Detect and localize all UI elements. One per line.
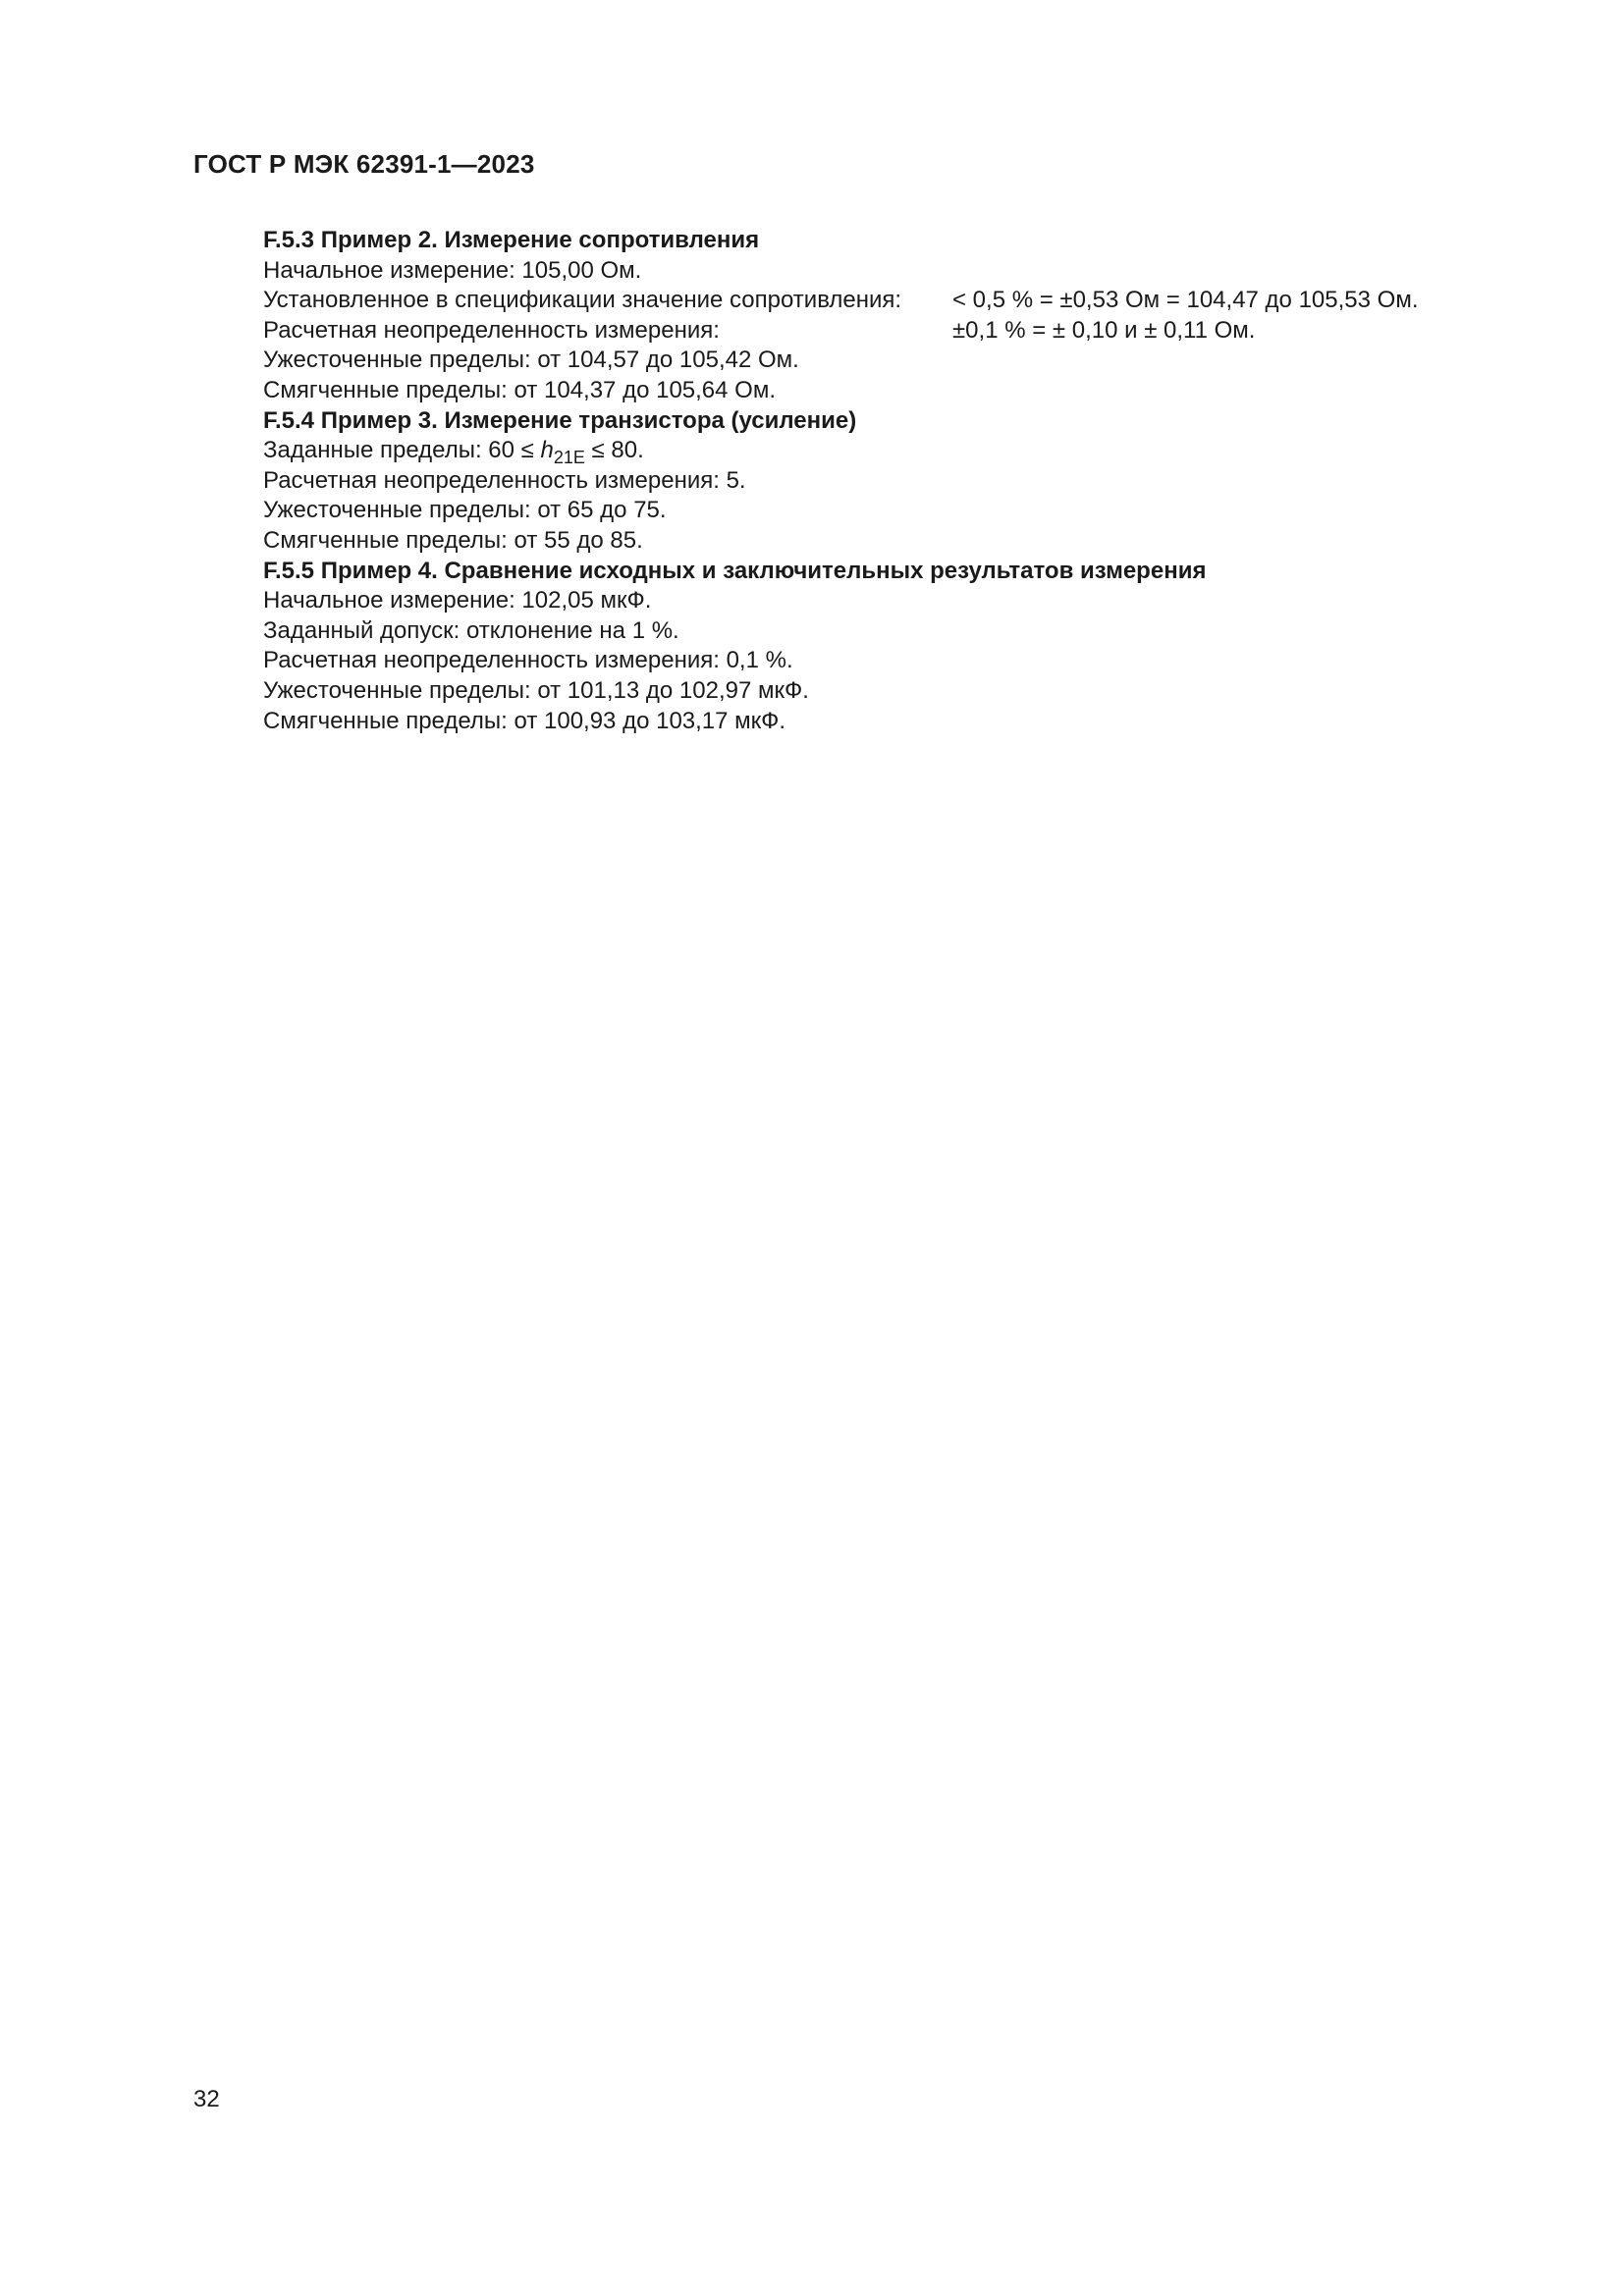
f55-tolerance: Заданный допуск: отклонение на 1 %. bbox=[263, 616, 679, 644]
f53-spec-row bbox=[263, 286, 1481, 316]
f54-limits-subscript: 21E bbox=[553, 448, 585, 468]
f55-tightened-limits: Ужесточенные пределы: от 101,13 до 102,97 мкФ. bbox=[263, 676, 809, 704]
f54-limits-variable: h bbox=[540, 437, 554, 464]
section-heading-f54: F.5.4 Пример 3. Измерение транзистора (усиление) bbox=[263, 406, 857, 434]
section-heading-f53: F.5.3 Пример 2. Измерение сопротивления bbox=[263, 227, 760, 253]
f55-initial-measurement: Начальное измерение: 102,05 мкФ. bbox=[263, 587, 652, 614]
f54-given-limits bbox=[263, 436, 1481, 466]
f53-uncertainty-value: ±0,1 % = ± 0,10 и ± 0,11 Ом. bbox=[952, 316, 1256, 344]
f55-uncertainty: Расчетная неопределенность измерения: 0,1 %. bbox=[263, 647, 793, 674]
section-heading-f55: F.5.5 Пример 4. Сравнение исходных и заключительных результатов измерения bbox=[263, 557, 1207, 584]
f53-uncertainty-label: Расчетная неопределенность измерения: bbox=[263, 316, 720, 344]
f53-relaxed-limits: Смягченные пределы: от 104,37 до 105,64 Ом. bbox=[263, 376, 776, 403]
f54-tightened-limits: Ужесточенные пределы: от 65 до 75. bbox=[263, 497, 667, 524]
f55-relaxed-limits: Смягченные пределы: от 100,93 до 103,17 мкФ. bbox=[263, 707, 786, 734]
f53-spec-label: Установленное в спецификации значение сопротивления: bbox=[263, 287, 902, 314]
f53-tightened-limits: Ужесточенные пределы: от 104,57 до 105,42 Ом. bbox=[263, 347, 799, 374]
page-number: 32 bbox=[193, 2086, 220, 2112]
f53-uncertainty-row bbox=[263, 316, 1481, 347]
f53-spec-value: < 0,5 % = ±0,53 Ом = 104,47 до 105,53 Ом. bbox=[952, 287, 1419, 314]
f54-relaxed-limits: Смягченные пределы: от 55 до 85. bbox=[263, 526, 643, 554]
f53-initial-measurement: Начальное измерение: 105,00 Ом. bbox=[263, 256, 642, 284]
document-header: ГОСТ Р МЭК 62391-1—2023 bbox=[193, 149, 535, 179]
document-body bbox=[263, 226, 1481, 736]
f54-limits-suffix: ≤ 80. bbox=[584, 437, 644, 464]
f54-limits-prefix: Заданные пределы: 60 ≤ bbox=[263, 437, 541, 464]
f54-uncertainty: Расчетная неопределенность измерения: 5. bbox=[263, 466, 746, 494]
